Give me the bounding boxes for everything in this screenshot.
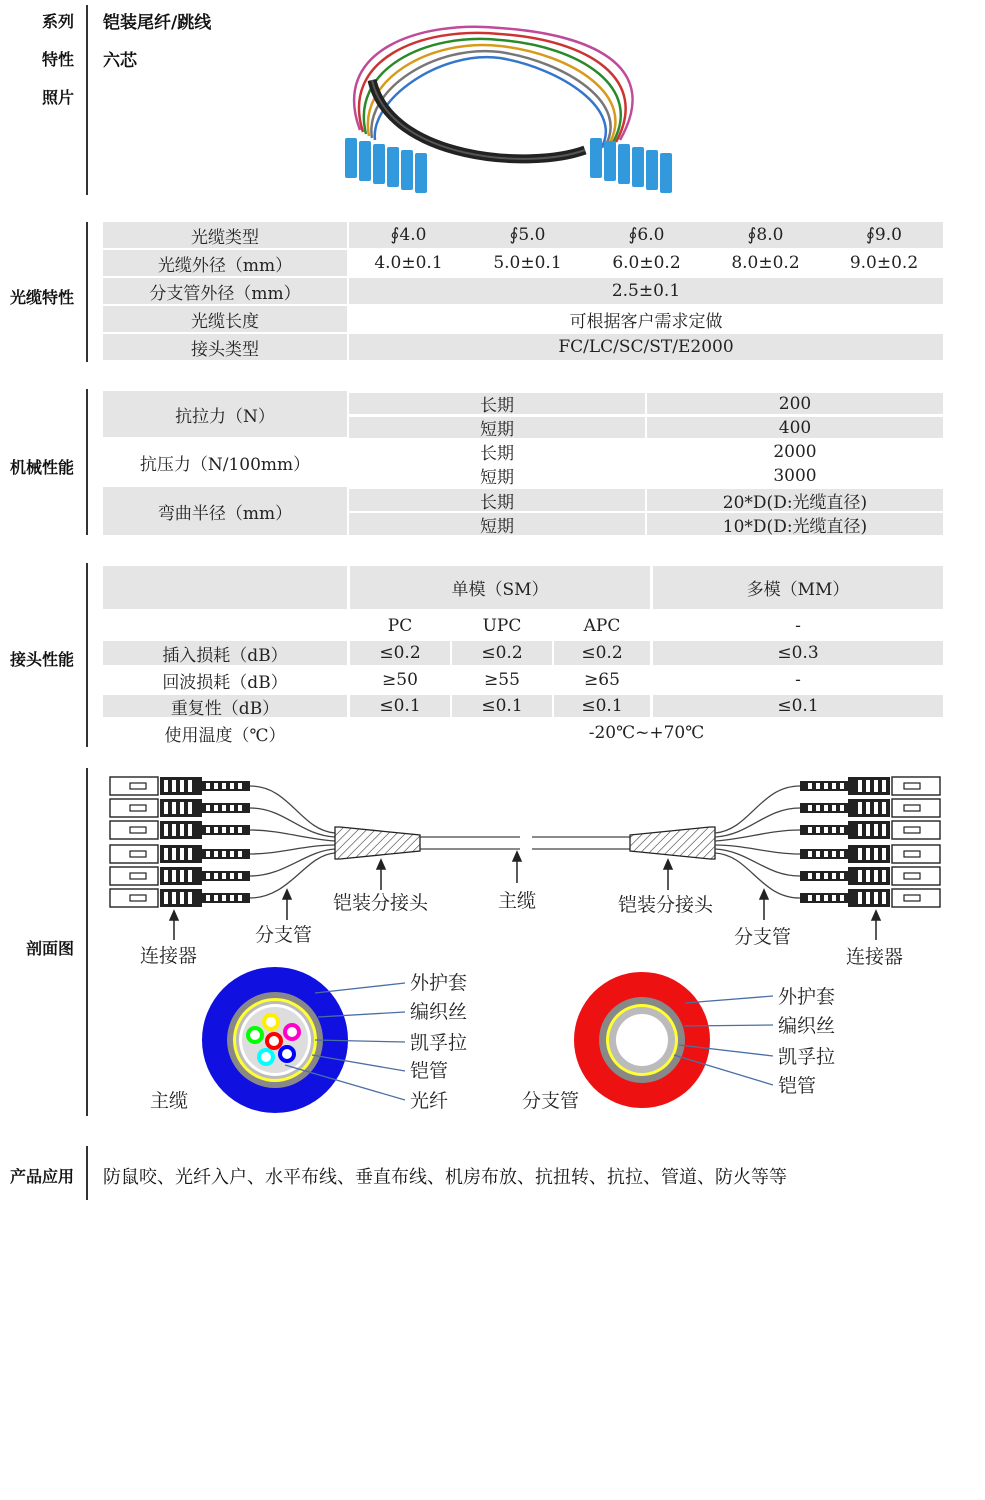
branch-tube-cross-section — [574, 972, 710, 1108]
divider — [86, 768, 88, 1116]
sub-header: UPC — [482, 616, 522, 636]
layer-label: 编织丝 — [410, 1001, 468, 1023]
application-text: 防鼠咬、光纤入户、水平布线、垂直布线、机房布放、抗扭转、抗拉、管道、防火等等 — [103, 1167, 787, 1188]
cell: ∮6.0 — [628, 225, 665, 245]
cell: ≤0.2 — [554, 641, 650, 665]
mech-table — [103, 391, 943, 535]
layer-label: 编织丝 — [778, 1015, 836, 1037]
left-armored-joint — [335, 827, 420, 859]
row-label: 光缆外径（mm） — [103, 250, 347, 276]
row-label: 光缆类型 — [191, 227, 259, 248]
cell: 2000 — [773, 441, 817, 462]
cell: 长期 — [349, 489, 645, 511]
connector-right-label: 连接器 — [846, 946, 904, 968]
blank-header — [103, 566, 347, 609]
row-label: 抗压力（N/100mm） — [139, 454, 311, 475]
table-row — [103, 222, 943, 248]
layer-label: 铠管 — [410, 1060, 449, 1082]
cell: 400 — [647, 417, 943, 438]
cell: 4.0±0.1 — [374, 253, 443, 273]
armored-joint-left-label: 铠装分接头 — [333, 892, 429, 914]
sub-header: PC — [387, 616, 413, 636]
layer-label: 光纤 — [410, 1090, 449, 1112]
cell: 短期 — [480, 468, 514, 488]
divider — [86, 1146, 88, 1200]
table-row — [103, 306, 943, 332]
main-cable-caption: 主缆 — [150, 1090, 189, 1112]
divider — [86, 5, 88, 195]
cell: 10*D(D:光缆直径) — [647, 513, 943, 535]
row-label: 弯曲半径（mm） — [103, 487, 347, 535]
left-connectors-icon — [345, 138, 427, 193]
cell: 20*D(D:光缆直径) — [647, 489, 943, 511]
divider — [86, 222, 88, 362]
cell: ≤0.2 — [452, 641, 552, 665]
cell: ∮8.0 — [747, 225, 784, 245]
row-label: 插入损耗（dB） — [103, 641, 347, 665]
armored-joint-right-label: 铠装分接头 — [618, 894, 714, 916]
series-value: 铠装尾纤/跳线 — [103, 13, 212, 33]
cell: 5.0±0.1 — [493, 253, 562, 273]
branch-right-label: 分支管 — [734, 926, 792, 948]
cell: 9.0±0.2 — [849, 253, 919, 273]
divider — [86, 563, 88, 747]
conn-table — [103, 566, 943, 746]
cross-section-diagram — [100, 765, 960, 1120]
row-label: 抗拉力（N） — [103, 391, 347, 437]
row-label: 分支管外径（mm） — [149, 283, 301, 304]
main-cable-label: 主缆 — [498, 890, 537, 912]
table-row — [103, 250, 943, 276]
sub-header: - — [795, 616, 801, 636]
cell: ≤0.1 — [554, 695, 650, 717]
table-row — [103, 278, 943, 304]
layer-label: 外护套 — [778, 986, 836, 1008]
cell: ≤0.1 — [653, 695, 943, 717]
series-label: 系列 — [41, 12, 74, 31]
sm-header: 单模（SM） — [350, 566, 650, 609]
row-label: 回波损耗（dB） — [162, 672, 288, 693]
cell: 6.0±0.2 — [612, 253, 681, 273]
cell: ≤0.2 — [350, 641, 450, 665]
photo-label: 照片 — [41, 88, 74, 107]
row-label: 光缆长度 — [103, 306, 347, 332]
mech-section-label: 机械性能 — [9, 458, 74, 477]
right-armored-joint — [630, 827, 715, 859]
cell: ∮5.0 — [509, 225, 546, 245]
cell: 短期 — [349, 417, 645, 438]
row-label: 重复性（dB） — [103, 695, 347, 717]
table-row — [103, 334, 943, 360]
cell: ∮9.0 — [866, 225, 902, 245]
cell: 长期 — [480, 444, 514, 464]
cell: - — [795, 670, 801, 690]
cell: 3000 — [773, 465, 817, 486]
connector-left-label: 连接器 — [140, 945, 198, 967]
cell: 短期 — [349, 513, 645, 535]
feature-label: 特性 — [41, 50, 74, 69]
layer-label: 铠管 — [778, 1075, 817, 1097]
cell: ≤0.1 — [350, 695, 450, 717]
mm-header: 多模（MM） — [653, 566, 943, 609]
cell: ≤0.1 — [452, 695, 552, 717]
section-label: 剖面图 — [25, 939, 74, 958]
cell: 长期 — [349, 393, 645, 414]
divider — [86, 389, 88, 535]
app-section-label: 产品应用 — [9, 1167, 74, 1186]
cell: -20℃~+70℃ — [588, 723, 705, 743]
left-connector-stack-icon — [110, 777, 250, 907]
right-connector-stack-icon — [800, 777, 940, 907]
row-label: 使用温度（℃） — [164, 725, 286, 746]
cell: ≤0.3 — [653, 641, 943, 665]
branch-left-label: 分支管 — [255, 924, 313, 946]
layer-label: 外护套 — [410, 972, 468, 994]
cell: 2.5±0.1 — [611, 281, 681, 301]
product-photo — [300, 10, 700, 200]
layer-label: 凯孚拉 — [778, 1046, 836, 1068]
cell: FC/LC/SC/ST/E2000 — [558, 337, 734, 357]
cell: 可根据客户需求定做 — [569, 311, 723, 332]
cell: 200 — [647, 393, 943, 414]
cable-section-label: 光缆特性 — [9, 288, 74, 307]
cell: ≥65 — [584, 670, 620, 690]
branch-tube-caption: 分支管 — [522, 1090, 580, 1112]
cell: ≥55 — [484, 670, 520, 690]
sub-header: APC — [583, 616, 621, 636]
feature-value: 六芯 — [103, 51, 137, 71]
cell: ∮4.0 — [390, 225, 427, 245]
cell: ≥50 — [382, 670, 418, 690]
row-label: 接头类型 — [191, 339, 259, 360]
layer-label: 凯孚拉 — [410, 1032, 468, 1054]
cell: 8.0±0.2 — [731, 253, 800, 273]
conn-section-label: 接头性能 — [9, 650, 74, 669]
